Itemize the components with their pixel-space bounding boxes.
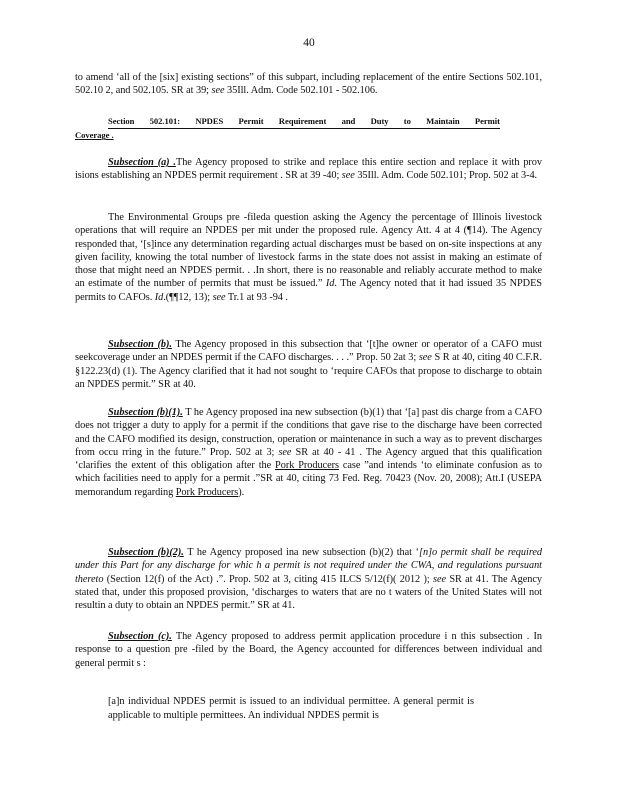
subsection-label: Subsection (a) . [108, 157, 176, 168]
paragraph-subsection-b2 [75, 546, 542, 612]
text: Tr.1 at 93 -94 . [227, 291, 288, 303]
id-signal: Id [154, 291, 164, 303]
heading-line [108, 115, 500, 129]
text: to amend ‘all of the [six] existing sections” of this subpart, including replacement of the entire Sections 502.101, 502.10 2, and 502.105. SR at 39; [75, 72, 542, 97]
text: .(¶¶12, 13); [163, 291, 211, 303]
text: The Agency proposed to strike and replace this entire section and replace it with prov isions establishing an NPDES permit requirement . SR at 39 -40; [75, 157, 542, 182]
paragraph-subsection-b [75, 338, 542, 391]
block-quote-text: [a]n individual NPDES permit is issued to an individual permittee. A general permit is applicable to multiple permittees. An individual NPDES permit is [108, 696, 474, 721]
statutory-quote: [n]o permit shall be required under this Part for any discharge for whic h a permit is not required under the CWA, and regulations pursuant thereto [75, 547, 543, 585]
see-signal: see [341, 170, 355, 182]
text: . The Agency noted that it had issued 35 NPDES permits to CAFOs. [75, 278, 542, 303]
heading-word: Duty [370, 116, 389, 126]
see-signal: see [418, 352, 432, 364]
paragraph-subsection-b1 [75, 406, 542, 499]
text: The Agency proposed in this subsection that ‘[t]he owner or operator of a CAFO must seekcoverage under an NPDES permit if the CAFO discharges. . . .” Prop. 50 2at 3; [75, 339, 542, 364]
paragraph-subsection-a [75, 156, 542, 183]
heading-word: to [403, 116, 411, 126]
see-signal: see [432, 573, 446, 585]
see-signal: see [278, 446, 292, 458]
subsection-label: Subsection (c). [108, 631, 172, 642]
paragraph-amend-sections [75, 71, 542, 98]
page-number: 40 [303, 37, 315, 49]
section-heading [75, 115, 542, 143]
text: S R at 40, citing 40 C.F.R. §122.23(d) (1). The Agency clarified that it had not sought to ‘require CAFOs that propose to discharge to obtain an NPDES permit.” SR at 40. [75, 352, 542, 390]
text: T he Agency proposed ina new subsection (b)(2) that ‘ [187, 547, 420, 558]
text: 35Ill. Adm. Code 502.101 - 502.106. [227, 85, 378, 97]
id-signal: Id [325, 278, 335, 290]
subsection-label: Subsection (b)(2). [108, 547, 184, 558]
see-signal: see [211, 85, 225, 97]
subsection-label: Subsection (b)(1). [108, 407, 183, 418]
heading-word: Section [108, 116, 135, 126]
heading-word: Maintain [426, 116, 460, 126]
heading-word: Permit [238, 116, 264, 126]
subsection-label: Subsection (b). [108, 339, 172, 350]
text: case ”and intends ‘to eliminate confusion as to which facilities need to apply for a permit .”SR at 40, citing 73 Fed. Reg. 70423 (Nov. 20, 2008); Att.I (USEPA memorandum regarding [75, 460, 542, 498]
text: ). [238, 486, 245, 498]
text: The Agency proposed to address permit application procedure i n this subsection . In response to a question pre -filed by the Board, the Agency accounted for differences between individual and general permit s : [75, 631, 542, 669]
text: (Section 12(f) of the Act) .”. Prop. 502 at 3, citing 415 ILCS 5/12(f)( 2012 ); [106, 573, 430, 585]
case-name: Pork Producers [275, 460, 339, 472]
heading-word: 502.101: [149, 116, 181, 126]
case-name: Pork Producers [175, 486, 239, 498]
text: T he Agency proposed ina new subsection (b)(1) that ‘[a] past dis charge from a CAFO does not trigger a duty to apply for a permit if the conditions that gave rise to the discharge have been corrected and the CAFO modified its design, construction, operation or maintenance in such a way as to prevent discharges from occu rring in the future.” Prop. 502 at 3; [75, 407, 543, 458]
heading-continuation: Coverage . [75, 130, 114, 141]
heading-word: and [341, 116, 356, 126]
text: SR at 40 - 41 . The Agency argued that this qualification ‘clarifies the extent of this obligation after the [75, 446, 543, 472]
text: 35Ill. Adm. Code 502.101; Prop. 502 at 3-4. [357, 170, 538, 182]
paragraph-environmental-groups [75, 211, 542, 304]
text: SR at 41. The Agency stated that, under this proposed provision, ‘discharges to waters that are no t waters of the United States will not resultin a duty to obtain an NPDES permit.” SR at 41. [75, 573, 542, 612]
paragraph-subsection-c [75, 630, 542, 670]
see-signal: see [212, 291, 226, 303]
heading-word: Permit [474, 116, 500, 126]
text: The Environmental Groups pre -fileda question asking the Agency the percentage of Illinois livestock operations that will require an NPDES per mit under the proposed rule. Agency Att. 4 at 4 (¶14). The Agency responded that, ‘[s]ince any determination regarding actual discharges must be based on on-site inspections at any given facility, knowing the total number of livestock farms in the state does not assist in making an estimate of those that might need an NPDES permit. . .In short, there is no reasonable and reliably accurate method to make an estimate of the number of permits that must be issued.” [75, 212, 542, 290]
heading-word: NPDES [195, 116, 224, 126]
block-quote [108, 685, 474, 732]
heading-word: Requirement [278, 116, 327, 126]
